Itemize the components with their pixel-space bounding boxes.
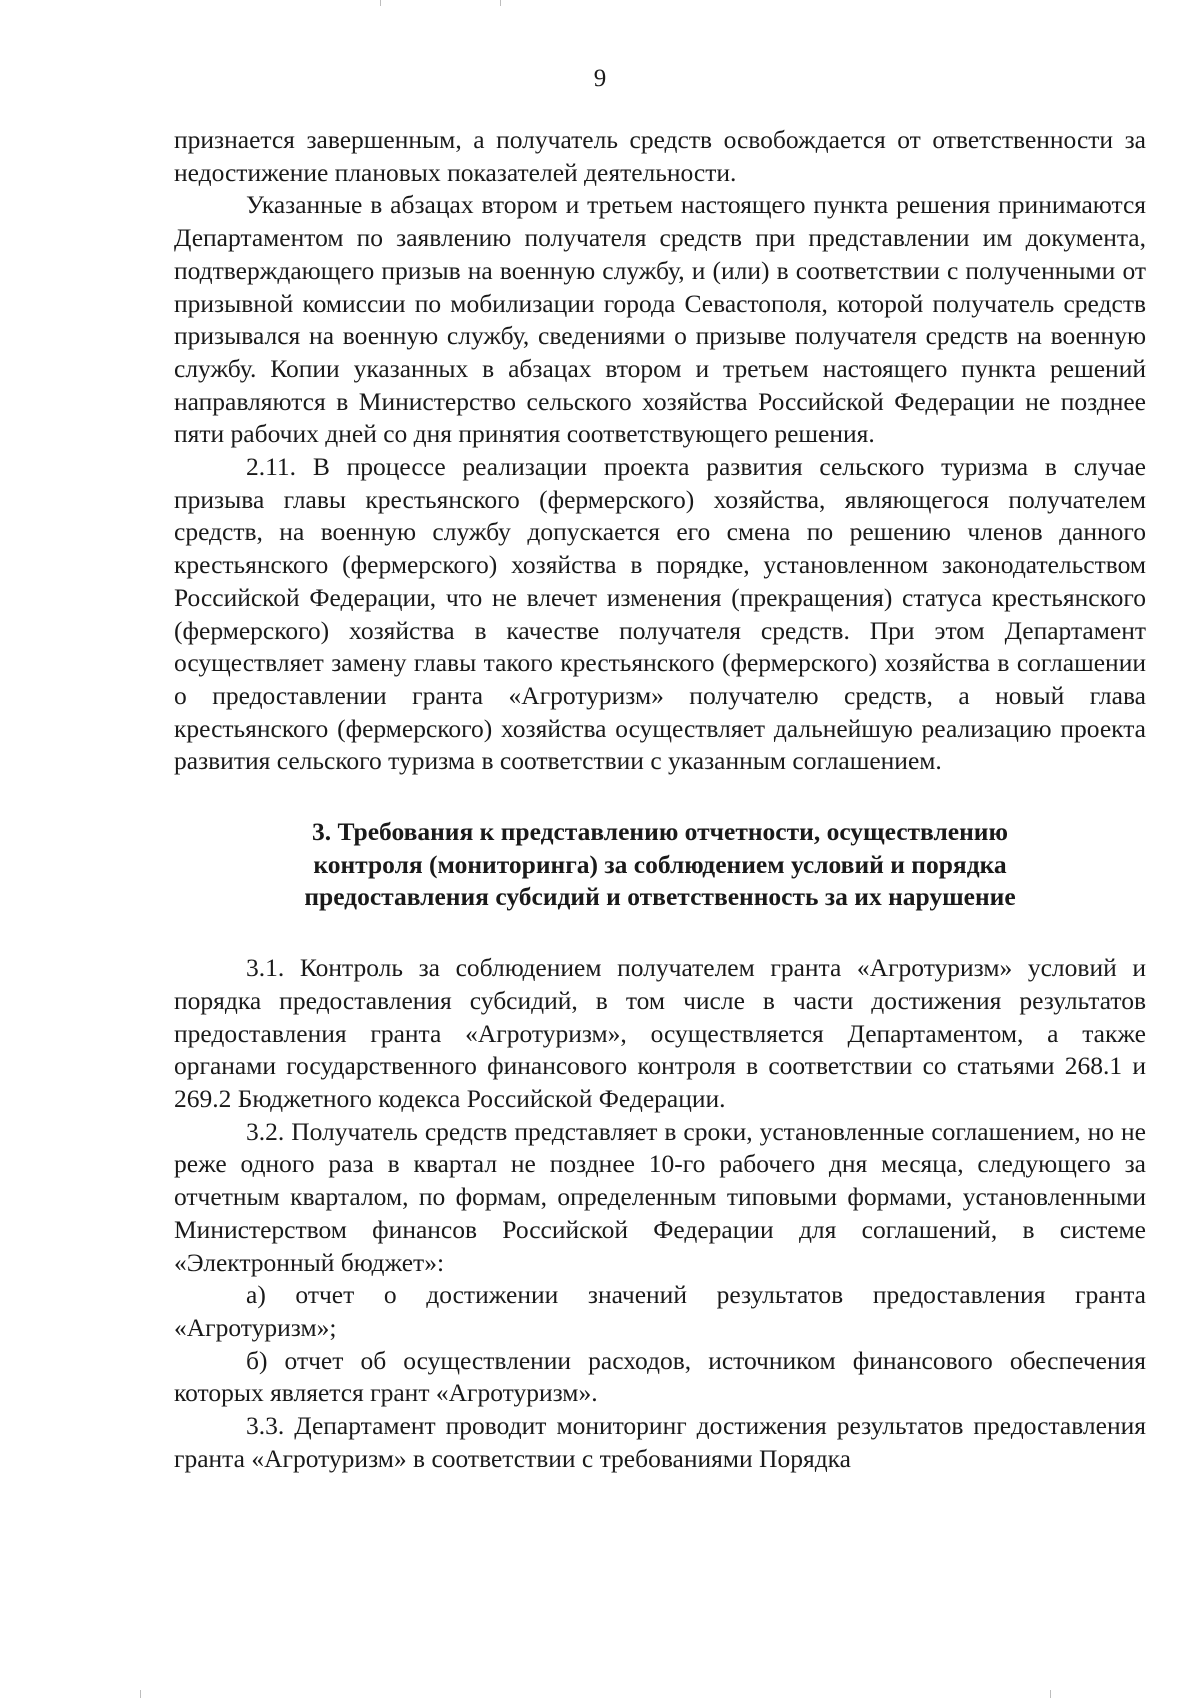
paragraph-3-3: 3.3. Департамент проводит мониторинг достижения результатов предоставления гранта «Агротуризм» в соответствии с требованиями Порядка <box>174 1411 1146 1473</box>
scan-mark-bottom-left <box>140 1690 141 1698</box>
paragraph-continuation: признается завершенным, а получатель средств освобождается от ответственности за недостижение плановых показателей деятельности. <box>174 125 1146 187</box>
section-heading <box>174 816 1146 914</box>
section-heading-line-2: контроля (мониторинга) за соблюдением условий и порядка <box>313 849 1007 879</box>
section-heading-line-3: предоставления субсидий и ответственность за их нарушение <box>304 882 1016 912</box>
paragraph-3-2-b: б) отчет об осуществлении расходов, источником финансового обеспечения которых является грант «Агротуризм». <box>174 1345 1146 1408</box>
section-heading-line-1: 3. Требования к представлению отчетности, осуществлению <box>312 817 1008 847</box>
paragraph-3-2: 3.2. Получатель средств представляет в сроки, установленные соглашением, но не реже одного раза в квартал не позднее 10-го рабочего дня месяца, следующего за отчетным кварталом, по формам, определенным типовыми формами, установленными Министерством финансов Российской Федерации для соглашений, в системе «Электронный бюджет»: <box>174 1116 1146 1277</box>
scan-mark-top-left <box>380 0 381 6</box>
scan-mark-top-right <box>500 0 501 6</box>
paragraph-3-2-a: а) отчет о достижении значений результатов предоставления гранта «Агротуризм»; <box>174 1280 1146 1342</box>
document-body <box>174 124 1146 1475</box>
scan-mark-bottom-right <box>1050 1690 1051 1698</box>
paragraph-2-11: 2.11. В процессе реализации проекта развития сельского туризма в случае призыва главы крестьянского (фермерского) хозяйства, являющегося получателем средств, на военную службу допускается его смена по решению членов данного крестьянского (фермерского) хозяйства в порядке, установленном законодательством Российской Федерации, что не влечет изменения (прекращения) статуса крестьянского (фермерского) хозяйства в качестве получателя средств. При этом Департамент осуществляет замену главы такого крестьянского (фермерского) хозяйства в соглашении о предоставлении гранта «Агротуризм» получателю средств, а новый глава крестьянского (фермерского) хозяйства осуществляет дальнейшую реализацию проекта развития сельского туризма в соответствии с указанным соглашением. <box>174 452 1146 776</box>
paragraph-decisions: Указанные в абзацах втором и третьем настоящего пункта решения принимаются Департаментом по заявлению получателя средств при представлении им документа, подтверждающего призыв на военную службу, и (или) в соответствии с полученными от призывной комиссии по мобилизации города Севастополя, которой получатель средств призывался на военную службу, сведениями о призыве получателя средств на военную службу. Копии указанных в абзацах втором и третьем настоящего пункта решений направляются в Министерство сельского хозяйства Российской Федерации не позднее пяти рабочих дней со дня принятия соответствующего решения. <box>174 190 1146 449</box>
paragraph-3-1: 3.1. Контроль за соблюдением получателем гранта «Агротуризм» условий и порядка предоставления субсидий, в том числе в части достижения результатов предоставления гранта «Агротуризм», осуществляется Департаментом, а также органами государственного финансового контроля в соответствии со статьями 268.1 и 269.2 Бюджетного кодекса Российской Федерации. <box>174 953 1146 1113</box>
page-number: 9 <box>593 65 607 92</box>
